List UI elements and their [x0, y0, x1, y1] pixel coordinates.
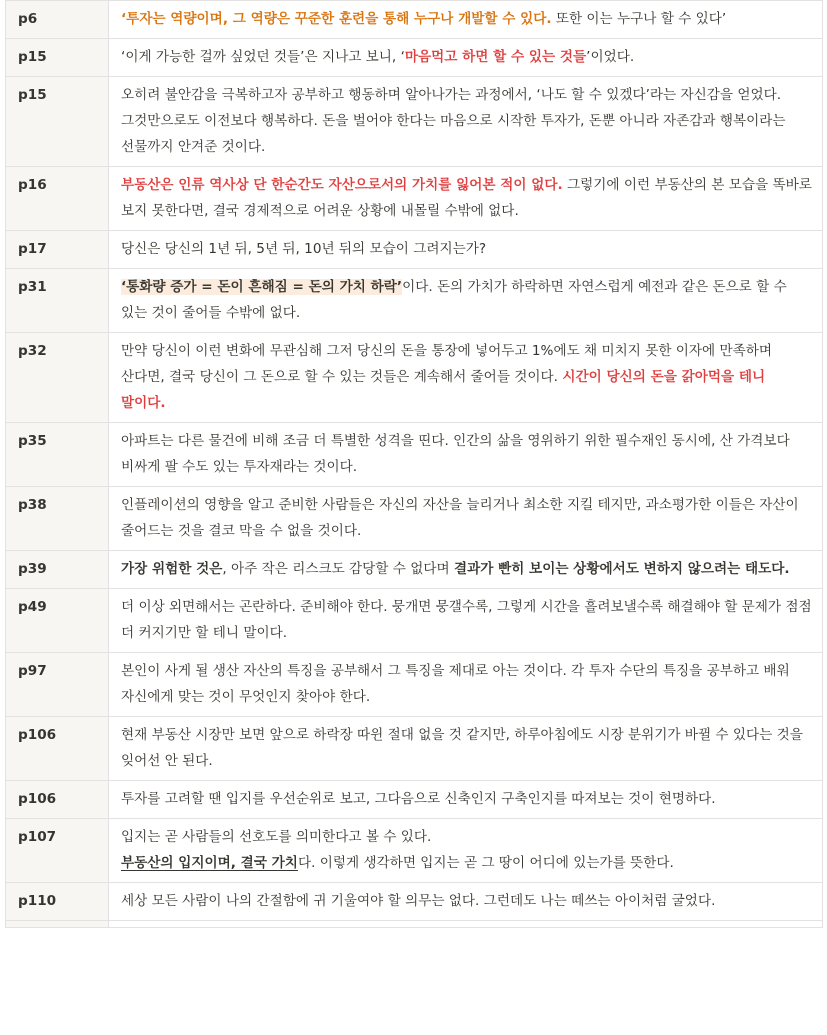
- quote-text: 그렇기에 이런 부동산의 본 모습을 똑바로 보지 못한다면, 결국 경제적으로 어려운 상황에 내몰릴 수밖에 없다.: [121, 177, 812, 219]
- quote-cell: [109, 423, 823, 487]
- quote-cell: [109, 77, 823, 167]
- emphasized-quote-text: 시간이 당신의 돈을 갉아먹을 테니 말이다.: [121, 369, 766, 411]
- table-row: [6, 551, 823, 589]
- table-row: [6, 39, 823, 77]
- quote-cell: [109, 717, 823, 781]
- table-row: [6, 333, 823, 423]
- quote-text: , 아주 작은 리스크도 감당할 수 없다며: [222, 561, 454, 577]
- quote-cell: [109, 551, 823, 589]
- table-row: [6, 269, 823, 333]
- page-number-cell: p6: [6, 1, 109, 39]
- table-row: [6, 77, 823, 167]
- quote-text: 투자를 고려할 땐 입지를 우선순위로 보고, 그다음으로 신축인지 구축인지를 따져보는 것이 현명하다.: [121, 791, 716, 807]
- quote-text: 입지는 곧 사람들의 선호도를 의미한다고 볼 수 있다.: [121, 829, 432, 845]
- page-number-cell: p38: [6, 487, 109, 551]
- page-number-cell: p15: [6, 77, 109, 167]
- quote-cell: [109, 589, 823, 653]
- table-row: [6, 423, 823, 487]
- quote-text: 더 이상 외면해서는 곤란하다. 준비해야 한다. 뭉개면 뭉갤수록, 그렇게 시간을 흘려보낼수록 해결해야 할 문제가 점점 더 커지기만 할 테니 말이다.: [121, 599, 812, 641]
- quote-text: 다. 이렇게 생각하면 입지는 곧 그 땅이 어디에 있는가를 뜻한다.: [297, 855, 674, 871]
- quote-text: 현재 부동산 시장만 보면 앞으로 하락장 따윈 절대 없을 것 같지만, 하루아침에도 시장 분위기가 바뀔 수 있다는 것을 잊어선 안 된다.: [121, 727, 803, 769]
- quote-text: 본인이 사게 될 생산 자산의 특징을 공부해서 그 특징을 제대로 아는 것이다. 각 투자 수단의 특징을 공부하고 배워 자신에게 맞는 것이 무엇인지 찾아야 한다.: [121, 663, 790, 705]
- table-row-partial: [6, 921, 823, 928]
- table-row: [6, 487, 823, 551]
- table-row: [6, 589, 823, 653]
- page-number-cell: p39: [6, 551, 109, 589]
- emphasized-quote-text: ‘통화량 증가 = 돈이 흔해짐 = 돈의 가치 하락’: [121, 279, 403, 295]
- page-number-cell: p15: [6, 39, 109, 77]
- page-number-cell: p32: [6, 333, 109, 423]
- quote-text: ‘이게 가능한 걸까 싶었던 것들’은 지나고 보니, ‘: [121, 49, 405, 65]
- page-number-cell: p35: [6, 423, 109, 487]
- quote-text: 당신은 당신의 1년 뒤, 5년 뒤, 10년 뒤의 모습이 그려지는가?: [121, 241, 487, 257]
- emphasized-quote-text: 부동산의 입지이며, 결국 가치: [121, 855, 298, 871]
- page-number-cell: p106: [6, 717, 109, 781]
- quote-cell: [109, 231, 823, 269]
- emphasized-quote-text: 마음먹고 하면 할 수 있는 것들: [404, 49, 587, 65]
- quote-text: 오히려 불안감을 극복하고자 공부하고 행동하며 알아나가는 과정에서, ‘나도 할 수 있겠다’라는 자신감을 얻었다. 그것만으로도 이전보다 행복하다. 돈을 벌어야 한다는 마음으로 시작한 투자가, 돈뿐 아니라 자존감과 행복이라는 선물까지 안겨준 것이다.: [121, 87, 786, 155]
- table-row: [6, 653, 823, 717]
- quotes-table-body: [6, 1, 823, 928]
- quotes-table: [5, 0, 823, 928]
- quote-cell: [109, 269, 823, 333]
- emphasized-quote-text: 가장 위험한 것은: [121, 561, 223, 577]
- quote-text: 아파트는 다른 물건에 비해 조금 더 특별한 성격을 띤다. 인간의 삶을 영위하기 위한 필수재인 동시에, 산 가격보다 비싸게 팔 수도 있는 투자재라는 것이다.: [121, 433, 790, 475]
- quote-text: 또한 이는 누구나 할 수 있다’: [551, 11, 727, 27]
- quote-cell: [109, 487, 823, 551]
- quote-cell: [109, 333, 823, 423]
- quote-text: ’이었다.: [586, 49, 635, 65]
- quote-cell: [109, 781, 823, 819]
- quote-text: 만약 당신이 이런 변화에 무관심해 그저 당신의 돈을 통장에 넣어두고 1%에도 채 미치지 못한 이자에 만족하며 산다면, 결국 당신이 그 돈으로 할 수 있는 것들은 계속해서 줄어들 것이다.: [121, 343, 773, 385]
- table-row: [6, 717, 823, 781]
- quote-text: 이다. 돈의 가치가 하락하면 자연스럽게 예전과 같은 돈으로 할 수 있는 것이 줄어들 수밖에 없다.: [121, 279, 787, 321]
- quote-cell: [109, 883, 823, 921]
- table-row: [6, 883, 823, 921]
- table-row: [6, 781, 823, 819]
- quote-cell: [109, 1, 823, 39]
- page-number-cell: p16: [6, 167, 109, 231]
- page-number-cell: p97: [6, 653, 109, 717]
- emphasized-quote-text: 결과가 빤히 보이는 상황에서도 변하지 않으려는 태도다.: [453, 561, 790, 577]
- table-row: [6, 1, 823, 39]
- page-number-cell: p110: [6, 883, 109, 921]
- page-number-cell: p49: [6, 589, 109, 653]
- page-number-cell: p106: [6, 781, 109, 819]
- emphasized-quote-text: ‘투자는 역량이며, 그 역량은 꾸준한 훈련을 통해 누구나 개발할 수 있다.: [121, 11, 552, 27]
- quote-text: 세상 모든 사람이 나의 간절함에 귀 기울여야 할 의무는 없다. 그런데도 나는 떼쓰는 아이처럼 굴었다.: [121, 893, 716, 909]
- quote-cell: [109, 819, 823, 883]
- table-row: [6, 819, 823, 883]
- page-number-cell: p17: [6, 231, 109, 269]
- quote-text: 인플레이션의 영향을 알고 준비한 사람들은 자신의 자산을 늘리거나 최소한 지킬 테지만, 과소평가한 이들은 자산이 줄어드는 것을 결코 막을 수 없을 것이다.: [121, 497, 799, 539]
- table-row: [6, 167, 823, 231]
- quote-cell: [109, 39, 823, 77]
- quote-cell: [109, 167, 823, 231]
- quote-cell: [109, 653, 823, 717]
- page-number-cell: p31: [6, 269, 109, 333]
- emphasized-quote-text: 부동산은 인류 역사상 단 한순간도 자산으로서의 가치를 잃어본 적이 없다.: [121, 177, 563, 193]
- page-number-cell: p107: [6, 819, 109, 883]
- table-row: [6, 231, 823, 269]
